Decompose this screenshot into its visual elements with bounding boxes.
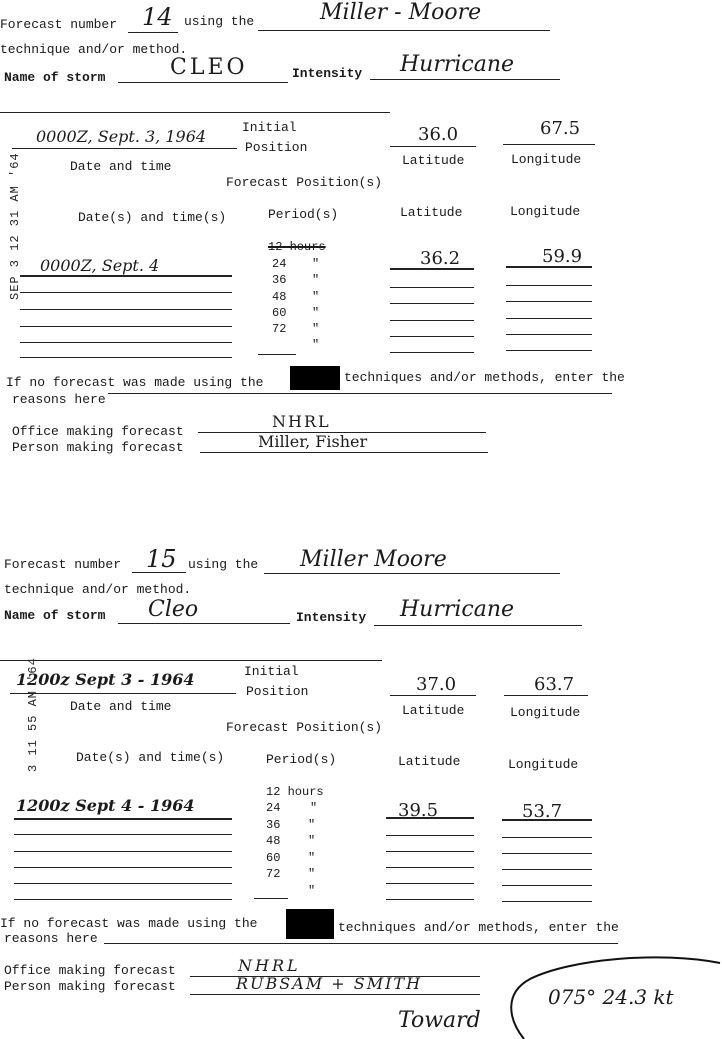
period-60: 60 — [272, 306, 287, 320]
ditto-mark: " — [312, 290, 320, 304]
period-24: 24 — [272, 257, 287, 271]
forecast-latitude-value: 36.2 — [420, 248, 461, 269]
technique-label: technique and/or method. — [4, 582, 192, 597]
no-forecast-text-a: If no forecast was made using the — [6, 375, 264, 390]
initial-latitude-value: 36.0 — [418, 124, 459, 145]
period-48: 48 — [272, 290, 287, 304]
storm-name-label: Name of storm — [4, 608, 106, 623]
forecast-number-value: 15 — [146, 545, 177, 573]
ditto-mark: " — [308, 867, 316, 881]
ditto-mark: " — [312, 338, 320, 352]
period-12: 12 hours — [266, 785, 324, 799]
period-36: 36 — [266, 818, 281, 832]
intensity-value: Hurricane — [400, 597, 515, 622]
date-stamp: 3 11 55 AM '64 — [26, 657, 40, 772]
office-value: NHRL — [272, 412, 331, 431]
intensity-label: Intensity — [292, 66, 363, 81]
forecast-datetime-value: 0000Z, Sept. 4 — [40, 256, 160, 275]
technique-value: Miller - Moore — [320, 0, 482, 25]
intensity-label: Intensity — [296, 610, 367, 625]
ditto-mark: " — [312, 273, 320, 287]
period-72: 72 — [266, 867, 281, 881]
date-and-time-label: Date and time — [70, 699, 172, 714]
initial-longitude-value: 67.5 — [540, 118, 581, 139]
using-the-label: using the — [188, 557, 259, 572]
person-value: RUBSAM + SMITH — [236, 974, 423, 993]
forecast-longitude-value: 53.7 — [522, 801, 563, 822]
initial-latitude-value: 37.0 — [416, 674, 457, 695]
longitude-label: Longitude — [511, 152, 582, 167]
initial-label: Initial — [244, 664, 299, 679]
initial-label: Initial — [242, 120, 297, 135]
ditto-mark: " — [310, 801, 318, 815]
annotation-note: Toward — [398, 1008, 481, 1033]
using-the-label: using the — [184, 14, 255, 29]
storm-name-label: Name of storm — [4, 70, 106, 85]
period-60: 60 — [266, 851, 281, 865]
forecast-positions-label: Forecast Position(s) — [226, 175, 383, 190]
initial-datetime-value: 0000Z, Sept. 3, 1964 — [36, 127, 207, 146]
periods-label: Period(s) — [266, 752, 337, 767]
storm-name-value: Cleo — [148, 597, 199, 622]
intensity-value: Hurricane — [400, 52, 515, 77]
latitude-col-label: Latitude — [398, 754, 461, 769]
date-stamp: SEP 3 12 31 AM '64 — [8, 152, 22, 300]
dates-times-label: Date(s) and time(s) — [76, 750, 225, 765]
period-48: 48 — [266, 834, 281, 848]
no-forecast-text-a: If no forecast was made using the — [0, 916, 258, 931]
longitude-col-label: Longitude — [508, 757, 579, 772]
period-72: 72 — [272, 322, 287, 336]
position-label: Position — [245, 140, 308, 155]
ditto-mark: " — [312, 257, 320, 271]
ditto-mark: " — [308, 818, 316, 832]
no-forecast-text-b: techniques and/or methods, enter the — [344, 370, 625, 385]
annotation-heading: 075° 24.3 kt — [548, 985, 674, 1009]
person-label: Person making forecast — [12, 440, 184, 455]
reasons-label: reasons here — [4, 931, 98, 946]
office-label: Office making forecast — [12, 424, 184, 439]
ditto-mark: " — [312, 306, 320, 320]
forecast-number-label: Forecast number — [0, 17, 118, 32]
period-24: 24 — [266, 801, 281, 815]
forecast-number-label: Forecast number — [4, 557, 122, 572]
latitude-label: Latitude — [402, 703, 465, 718]
initial-datetime-value: 1200z Sept 3 - 1964 — [16, 670, 195, 689]
period-12: 12 hours — [268, 240, 326, 254]
no-forecast-text-b: techniques and/or methods, enter the — [338, 920, 619, 935]
technique-value: Miller Moore — [300, 547, 447, 572]
ditto-mark: " — [312, 322, 320, 336]
redaction-box — [290, 366, 340, 390]
forecast-longitude-value: 59.9 — [542, 246, 583, 267]
latitude-label: Latitude — [402, 153, 465, 168]
latitude-col-label: Latitude — [400, 205, 463, 220]
forecast-datetime-value: 1200z Sept 4 - 1964 — [16, 796, 195, 815]
period-36: 36 — [272, 273, 287, 287]
longitude-label: Longitude — [510, 705, 581, 720]
person-value: Miller, Fisher — [258, 432, 368, 451]
forecast-number-value: 14 — [142, 3, 173, 31]
forecast-latitude-value: 39.5 — [398, 800, 439, 821]
office-value: NHRL — [238, 956, 301, 975]
date-and-time-label: Date and time — [70, 159, 172, 174]
initial-longitude-value: 63.7 — [534, 674, 575, 695]
periods-label: Period(s) — [268, 207, 339, 222]
ditto-mark: " — [308, 851, 316, 865]
ditto-mark: " — [308, 834, 316, 848]
storm-name-value: CLEO — [170, 55, 248, 80]
forecast-positions-label: Forecast Position(s) — [226, 720, 383, 735]
longitude-col-label: Longitude — [510, 204, 581, 219]
dates-times-label: Date(s) and time(s) — [78, 210, 227, 225]
ditto-mark: " — [308, 884, 316, 898]
redaction-box — [286, 909, 334, 939]
technique-label: technique and/or method. — [0, 42, 188, 57]
position-label: Position — [246, 684, 309, 699]
office-label: Office making forecast — [4, 963, 176, 978]
reasons-label: reasons here — [12, 392, 106, 407]
person-label: Person making forecast — [4, 979, 176, 994]
